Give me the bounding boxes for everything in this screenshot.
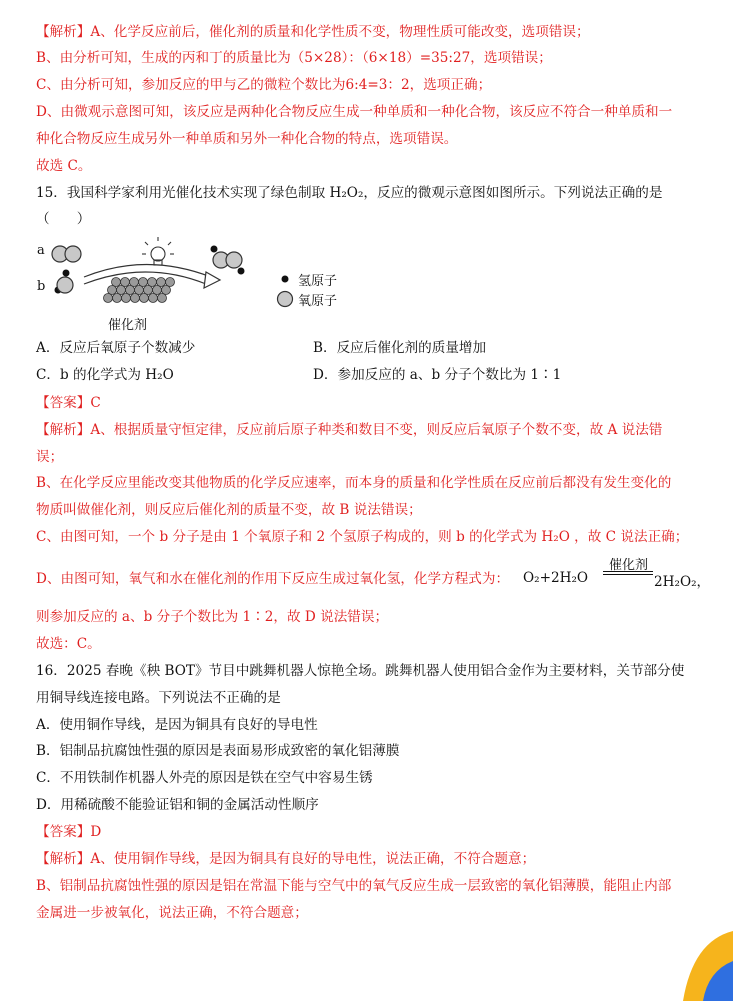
reaction-diagram	[36, 232, 396, 337]
analysis-line: 【解析】A、根据质量守恒定律，反应前后原子种类和数目不变，则反应后氧原子个数不变，故 A 说法错	[36, 422, 663, 438]
question-15-stem: 15．我国科学家利用光催化技术实现了绿色制取 H₂O₂，反应的微观示意图如图所示。下列说法正确的是	[36, 185, 663, 201]
equation-reactants: O₂+2H₂O	[523, 570, 589, 586]
question-16-stem: 16．2025 春晚《秧 BOT》节目中跳舞机器人惊艳全场。跳舞机器人使用铝合金作为主要材料，关节部分使	[36, 663, 685, 679]
option-d: D．用稀硫酸不能验证铝和铜的金属活动性顺序	[36, 797, 319, 813]
answer-15: 【答案】C	[36, 395, 101, 411]
option-b: B．铝制品抗腐蚀性强的原因是表面易形成致密的氧化铝薄膜	[36, 743, 400, 759]
hydrogen-atom	[63, 270, 70, 277]
option-b: B．反应后催化剂的质量增加	[313, 340, 487, 356]
hydrogen-legend-icon	[282, 276, 289, 283]
question-15-blank: （ ）	[36, 211, 91, 227]
analysis-line: 金属进一步被氧化，说法正确，不符合题意；	[36, 905, 308, 921]
option-a: A．反应后氧原子个数减少	[36, 340, 196, 356]
analysis-line: D、由微观示意图可知，该反应是两种化合物反应生成一种单质和一种化合物，该反应不符合一种单质和一	[36, 104, 673, 120]
light-bulb-icon	[142, 237, 174, 265]
analysis-line: B、铝制品抗腐蚀性强的原因是铝在常温下能与空气中的氧气反应生成一层致密的氧化铝薄膜，能阻止内部	[36, 878, 672, 894]
option-c: C．不用铁制作机器人外壳的原因是铁在空气中容易生锈	[36, 770, 373, 786]
analysis-line: 误；	[36, 449, 64, 465]
catalyst-particles	[104, 278, 175, 303]
reaction-figure	[36, 232, 396, 337]
legend-hydrogen: 氢原子	[298, 274, 338, 289]
conclusion-line: 故选：C。	[36, 636, 101, 652]
option-a: A．使用铜作导线，是因为铜具有良好的导电性	[36, 717, 318, 733]
analysis-line: C、由分析可知，参加反应的甲与乙的微粒个数比为6:4=3：2，选项正确；	[36, 77, 492, 93]
answer-16: 【答案】D	[36, 824, 102, 840]
catalyst-label: 催化剂	[108, 318, 148, 333]
option-d: D．参加反应的 a、b 分子个数比为 1∶1	[313, 367, 562, 383]
arrow-head	[204, 272, 220, 288]
analysis-line: B、由分析可知，生成的丙和丁的质量比为（5×28）：（6×18）=35:27，选项错误；	[36, 50, 552, 66]
hydrogen-atom	[238, 268, 245, 275]
analysis-line: B、在化学反应里能改变其他物质的化学反应速率，而本身的质量和化学性质在反应前后都没有发生变化的	[36, 475, 672, 491]
equation-arrow	[603, 571, 653, 575]
oxygen-legend-icon	[278, 292, 293, 307]
oxygen-atom	[65, 246, 81, 262]
hydrogen-atom	[211, 246, 218, 253]
molecule-a-label: a	[37, 243, 45, 258]
conclusion-line: 故选 C。	[36, 158, 92, 174]
chemical-equation	[523, 556, 711, 590]
equation-products: 2H₂O₂，	[654, 574, 711, 590]
analysis-line: 种化合物反应生成另外一种单质和另外一种化合物的特点，选项错误。	[36, 131, 458, 147]
equation-condition: 催化剂	[609, 558, 649, 573]
oxygen-atom	[226, 252, 242, 268]
analysis-line: 【解析】A、化学反应前后，催化剂的质量和化学性质不变，物理性质可能改变，选项错误；	[36, 24, 590, 40]
corner-decoration	[653, 931, 733, 1001]
analysis-line: 【解析】A、使用铜作导线，是因为铜具有良好的导电性，说法正确，不符合题意；	[36, 851, 536, 867]
oxygen-atom	[57, 277, 73, 293]
analysis-line: 物质叫做催化剂，则反应后催化剂的质量不变，故 B 说法错误；	[36, 502, 422, 518]
reaction-arrow	[84, 265, 211, 278]
molecule-b-label: b	[37, 279, 46, 294]
question-16-stem: 用铜导线连接电路。下列说法不正确的是	[36, 690, 281, 706]
legend-oxygen: 氧原子	[298, 294, 338, 309]
analysis-line: C、由图可知，一个 b 分子是由 1 个氧原子和 2 个氢原子构成的，则 b 的化学式为 H₂O ，故 C 说法正确；	[36, 529, 689, 545]
option-c: C．b 的化学式为 H₂O	[36, 367, 174, 383]
analysis-line: 则参加反应的 a、b 分子个数比为 1∶2，故 D 说法错误；	[36, 609, 389, 625]
analysis-line: D、由图可知，氧气和水在催化剂的作用下反应生成过氧化氢，化学方程式为：	[36, 571, 510, 587]
